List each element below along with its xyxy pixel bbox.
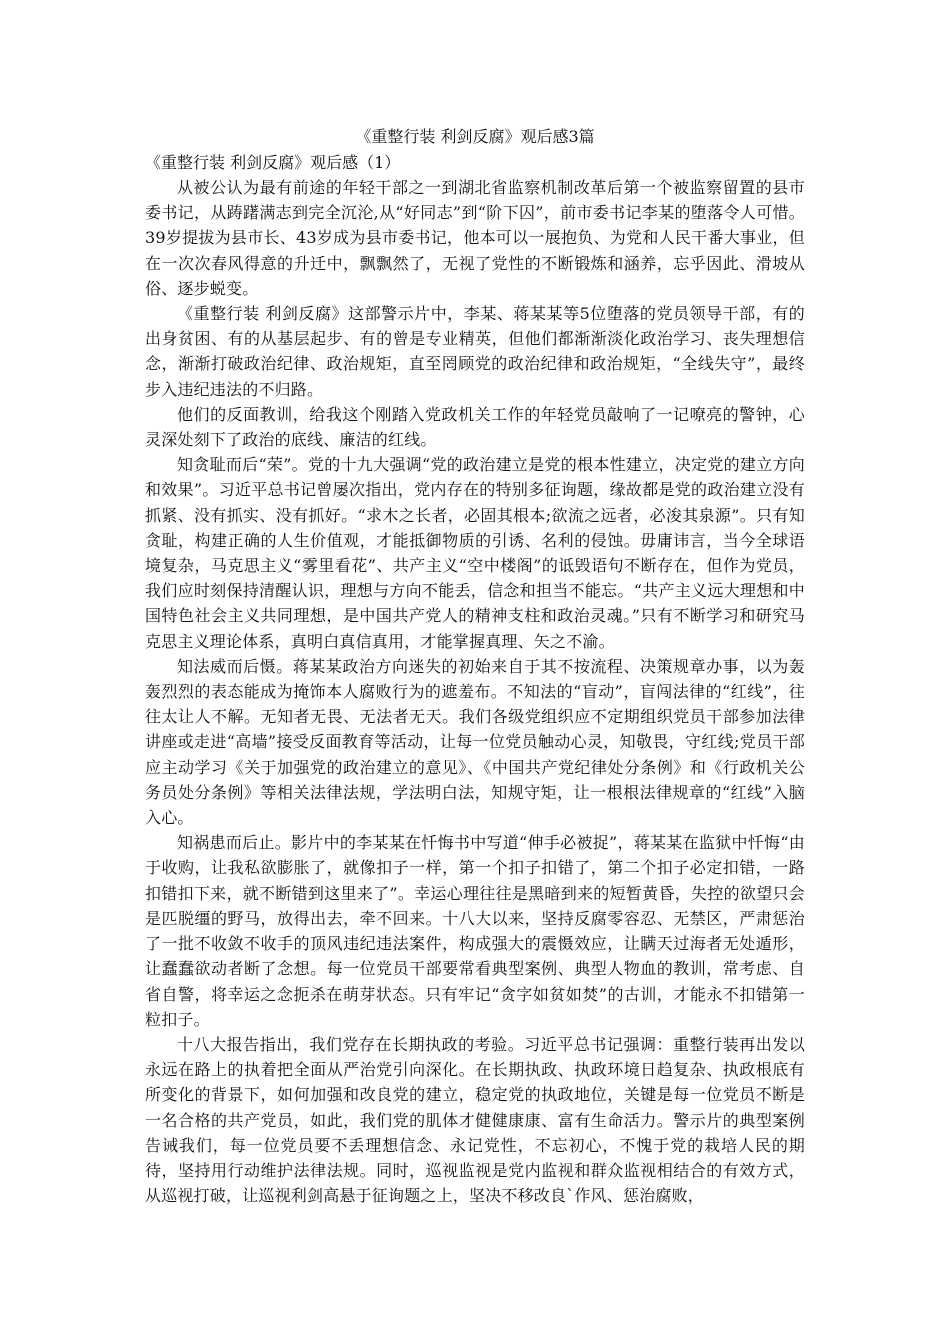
paragraph-7: 十八大报告指出，我们党存在长期执政的考验。习近平总书记强调：重整行装再出发以永远在路上的执着把全面从严治党引向深化。在长期执政、执政环境日趋复杂、执政根底有所变化的背景下，如何加强和改良党的建立，稳定党的执政地位，关键是每一位党员不断是一名合格的共产党员，如此，我们党的肌体才健健康康、富有生命活力。警示片的典型案例告诫我们，每一位党员要不丢理想信念、永记党性，不忘初心，不愧于党的栽培人民的期待，坚持用行动维护法律法规。同时，巡视监视是党内监视和群众监视相结合的有效方式，从巡视打破，让巡视利剑高悬于征询题之上，坚决不移改良`作风、惩治腐败，: [145, 1034, 805, 1206]
paragraph-2: 《重整行装 利剑反腐》这部警示片中，李某、蒋某某等5位堕落的党员领导干部，有的出身贫困、有的从基层起步、有的曾是专业精英，但他们都渐渐淡化政治学习、丧失理想信念，渐渐打破政治纪律、政治规矩，直至罔顾党的政治纪律和政治规矩，“全线失守”，最终步入违纪违法的不归路。: [145, 304, 805, 399]
paragraph-5: 知法威而后慑。蒋某某政治方向迷失的初始来自于其不按流程、决策规章办事，以为轰轰烈烈的表态能成为掩饰本人腐败行为的遮羞布。不知法的“盲动”，盲闯法律的“红线”，往往太让人不解。无知者无畏、无法者无天。我们各级党组织应不定期组织党员干部参加法律讲座或走进“高墙”接受反面教育等活动，让每一位党员触动心灵，知敬畏，守红线;党员干部应主动学习《关于加强党的政治建立的意见》、《中国共产党纪律处分条例》和《行政机关公务员处分条例》等相关法律法规，学法明白法，知规守矩，让一根根法律规章的“红线”入脑入心。: [145, 656, 805, 828]
document-body: [145, 124, 805, 1208]
paragraph-4: 知贪耻而后“荣”。党的十九大强调“党的政治建立是党的根本性建立，决定党的建立方向和效果”。习近平总书记曾屡次指出，党内存在的特别多征询题，缘故都是党的政治建立没有抓紧、没有抓实、没有抓好。“求木之长者，必固其根本;欲流之远者，必浚其泉源”。只有知贪耻，构建正确的人生价值观，才能抵御物质的引诱、名利的侵蚀。毋庸讳言，当今全球语境复杂，马克思主义“雾里看花”、共产主义“空中楼阁”的诋毁语句不断存在，但作为党员，我们应时刻保持清醒认识，理想与方向不能丢，信念和担当不能忘。“共产主义远大理想和中国特色社会主义共同理想，是中国共产党人的精神支柱和政治灵魂。”只有不断学习和研究马克思主义理论体系，真明白真信真用，才能掌握真理、矢之不渝。: [145, 455, 805, 651]
document-title: 《重整行装 利剑反腐》观后感3篇: [355, 127, 595, 146]
section-title: 《重整行装 利剑反腐》观后感（1）: [145, 153, 401, 172]
paragraph-3: 他们的反面教训，给我这个刚踏入党政机关工作的年轻党员敲响了一记嘹亮的警钟，心灵深处刻下了政治的底线、廉洁的红线。: [145, 404, 805, 450]
paragraph-1: 从被公认为最有前途的年轻干部之一到湖北省监察机制改革后第一个被监察留置的县市委书记，从踌躇满志到完全沉沦,从“好同志”到“阶下囚”，前市委书记李某的堕落令人可惜。39岁提拔为县市长、43岁成为县市委书记，他本可以一展抱负、为党和人民干番大事业，但在一次次春风得意的升迁中，飘飘然了，无视了党性的不断锻炼和涵养，忘乎因此、滑坡从俗、逐步蜕变。: [145, 178, 805, 298]
paragraph-6: 知祸患而后止。影片中的李某某在忏悔书中写道“伸手必被捉”，蒋某某在监狱中忏悔“由于收购，让我私欲膨胀了，就像扣子一样，第一个扣子扣错了，第二个扣子必定扣错，一路扣错扣下来，就不断错到这里来了”。幸运心理往往是黑暗到来的短暂黄昏，失控的欲望只会是匹脱缰的野马，放得出去，牵不回来。十八大以来，坚持反腐零容忍、无禁区，严肃惩治了一批不收敛不收手的顶风违纪违法案件，构成强大的震慑效应，让瞒天过海者无处遁形，让蠢蠢欲动者断了念想。每一位党员干部要常看典型案例、典型人物血的教训，常考虑、自省自警，将幸运之念扼杀在萌芽状态。只有牢记“贪字如贫如焚”的古训，才能永不扣错第一粒扣子。: [145, 833, 805, 1029]
